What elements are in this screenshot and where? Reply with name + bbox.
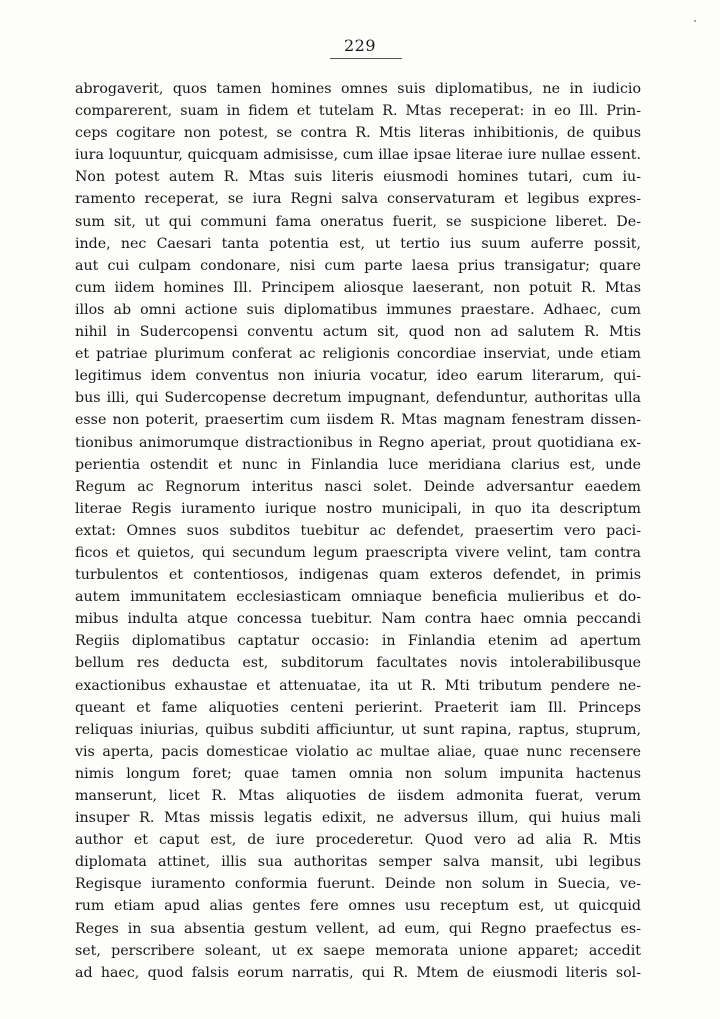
text-line: bellum res deducta est, subditorum facultates novis intolerabilibusque [75,655,641,672]
text-line: extat: Omnes suos subditos tuebitur ac defendet, praesertim vero paci- [75,522,641,539]
page-number-underline [330,58,402,59]
text-line: perientia ostendit et nunc in Finlandia luce meridiana clarius est, unde [75,456,641,473]
text-line: turbulentos et contentiosos, indigenas quam exteros defendet, in primis [75,567,641,584]
text-line: ficos et quietos, qui secundum legum praescripta vivere velint, tam contra [75,544,641,561]
text-line: Regisque iuramento conformia fuerunt. Deinde non solum in Suecia, ve- [75,876,641,893]
text-line: et patriae plurimum conferat ac religionis concordiae inserviat, unde etiam [75,346,641,363]
text-line: aut cui culpam condonare, nisi cum parte laesa prius transigatur; quare [75,257,641,274]
text-line: ceps cogitare non potest, se contra R. Mtis literas inhibitionis, de quibus [75,125,641,142]
text-line: comparerent, suam in fidem et tutelam R. Mtas receperat: in eo Ill. Prin- [75,103,641,120]
page-number: 229 [343,36,377,55]
text-line: nihil in Sudercopensi conventu actum sit, quod non ad salutem R. Mtis [75,324,641,341]
body-text [75,78,641,984]
text-line: manserunt, licet R. Mtas aliquoties de iisdem admonita fuerat, verum [75,788,641,804]
text-line: set, perscribere soleant, ut ex saepe memorata unione apparet; accedit [75,942,641,959]
text-line: nimis longum foret; quae tamen omnia non solum impunita hactenus [75,765,641,782]
text-line: author et caput est, de iure procederetur. Quod vero ad alia R. Mtis [75,832,641,849]
scan-speck [694,20,696,22]
text-line: Non potest autem R. Mtas suis literis eiusmodi homines tutari, cum iu- [75,169,641,186]
text-line: Reges in sua absentia gestum vellent, ad eum, qui Regno praefectus es- [75,920,641,937]
text-line: queant et fame aliquoties centeni perierint. Praeterit iam Ill. Princeps [75,699,641,716]
text-line: cum iidem homines Ill. Principem aliosque laeserant, non potuit R. Mtas [75,279,641,296]
text-line: literae Regis iuramento iurique nostro municipali, in quo ita descriptum [75,500,641,517]
text-line: reliquas iniurias, quibus subditi afficiuntur, ut sunt rapina, raptus, stuprum, [75,721,641,738]
text-line: inde, nec Caesari tanta potentia est, ut tertio ius suum auferre possit, [75,235,641,252]
text-line: diplomata attinet, illis sua authoritas semper salva mansit, ubi legibus [75,854,641,871]
text-line: iura loquuntur, quicquam admisisse, cum illae ipsae literae iure nullae essent. [75,147,641,164]
text-line: autem immunitatem ecclesiasticam omniaque beneficia mulieribus et do- [75,589,641,606]
text-line: mibus indulta atque concessa tuebitur. Nam contra haec omnia peccandi [75,611,641,628]
text-line: bus illi, qui Sudercopense decretum impugnant, defenduntur, authoritas ulla [75,390,641,407]
text-line: vis aperta, pacis domesticae violatio ac multae aliae, quae nunc recensere [75,743,641,760]
text-line: Regum ac Regnorum interitus nasci solet. Deinde adversantur eaedem [75,478,641,495]
text-line: rum etiam apud alias gentes fere omnes usu receptum est, ut quicquid [75,898,641,915]
text-line: insuper R. Mtas missis legatis edixit, ne adversus illum, qui huius mali [75,810,641,827]
text-line: Regiis diplomatibus captatur occasio: in Finlandia etenim ad apertum [75,633,641,650]
text-line: illos ab omni actione suis diplomatibus immunes praestare. Adhaec, cum [75,301,641,318]
text-line: tionibus animorumque distractionibus in Regno aperiat, prout quotidiana ex- [75,434,641,451]
text-line: abrogaverit, quos tamen homines omnes suis diplomatibus, ne in iudicio [75,81,641,97]
text-line: esse non poterit, praesertim cum iisdem R. Mtas magnam fenestram dissen- [75,412,641,429]
text-line: legitimus idem conventus non iniuria vocatur, ideo earum literarum, qui- [75,368,641,385]
text-line: sum sit, ut qui communi fama oneratus fuerit, se suspicione liberet. De- [75,213,641,230]
text-line: ad haec, quod falsis eorum narratis, qui R. Mtem de eiusmodi literis sol- [75,964,641,981]
text-line: ramento receperat, se iura Regni salva conservaturam et legibus expres- [75,191,641,208]
text-line: exactionibus exhaustae et attenuatae, ita ut R. Mti tributum pendere ne- [75,677,641,694]
